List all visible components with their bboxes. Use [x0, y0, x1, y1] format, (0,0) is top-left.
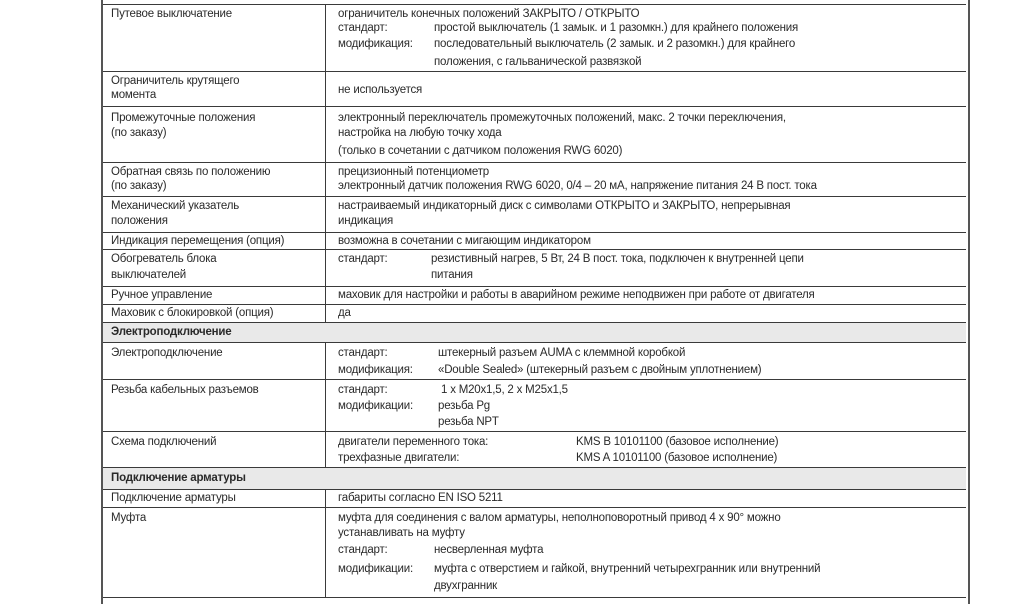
- label-cell: [103, 508, 326, 597]
- table-row: [103, 304, 966, 322]
- value-cell: [326, 197, 966, 232]
- table-row: [103, 379, 966, 431]
- value-key: модификация:: [338, 38, 413, 50]
- row-label: Электроподключение: [111, 347, 223, 359]
- value-text: габариты согласно EN ISO 5211: [338, 492, 503, 504]
- value-cell: [326, 72, 966, 106]
- value-text: настраиваемый индикаторный диск с символами ОТКРЫТО и ЗАКРЫТО, непрерывная: [338, 200, 791, 212]
- value-key: стандарт:: [338, 384, 388, 396]
- value-cell: [326, 305, 966, 322]
- row-label: выключателей: [111, 269, 187, 281]
- value-text: прецизионный потенциометр: [338, 166, 489, 178]
- label-cell: [103, 5, 326, 71]
- section-header: [103, 322, 966, 342]
- table-row: [103, 4, 966, 71]
- row-label: (по заказу): [111, 127, 167, 139]
- value-cell: [326, 163, 966, 196]
- row-label: Муфта: [111, 512, 147, 524]
- value-text: положения, с гальванической развязкой: [434, 56, 642, 68]
- value-cell: [326, 508, 966, 597]
- table-row: [103, 507, 966, 597]
- value-key: модификации:: [338, 563, 413, 575]
- row-label: (по заказу): [111, 180, 167, 192]
- value-text: «Double Sealed» (штекерный разъем с двойным уплотнением): [438, 364, 762, 376]
- label-cell: [103, 490, 326, 507]
- row-label: Подключение арматуры: [111, 492, 236, 504]
- value-text: электронный переключатель промежуточных положений, макс. 2 точки переключения,: [338, 112, 786, 124]
- value-cell: [326, 432, 966, 467]
- label-cell: [103, 233, 326, 249]
- value-text: 1 x M20x1,5, 2 x M25x1,5: [441, 384, 568, 396]
- value-text: да: [338, 307, 351, 319]
- value-text: маховик для настройки и работы в аварийном режиме неподвижен при работе от двигателя: [338, 289, 815, 301]
- value-text: электронный датчик положения RWG 6020, 0/4 – 20 мА, напряжение питания 24 В пост. тока: [338, 180, 817, 192]
- value-text: резьба NPT: [438, 416, 499, 428]
- value-text: последовательный выключатель (2 замык. и 2 разомкн.) для крайнего: [434, 38, 796, 50]
- value-text: (только в сочетании с датчиком положения RWG 6020): [338, 145, 623, 157]
- value-text: штекерный разъем AUMA с клеммной коробкой: [438, 347, 686, 359]
- value-text: KMS A 10101100 (базовое исполнение): [576, 452, 778, 464]
- value-text: ограничитель конечных положений ЗАКРЫТО / ОТКРЫТО: [338, 8, 640, 20]
- row-label: Ограничитель крутящего: [111, 75, 240, 87]
- value-cell: [326, 490, 966, 507]
- value-text: муфта с отверстием и гайкой, внутренний четырехгранник или внутренний: [434, 563, 821, 575]
- value-cell: [326, 107, 966, 162]
- row-label: Путевое выключатение: [111, 8, 232, 20]
- value-text: настройка на любую точку хода: [338, 127, 502, 139]
- row-label: Обогреватель блока: [111, 253, 217, 265]
- value-text: питания: [431, 269, 473, 281]
- section-title: Подключение арматуры: [111, 472, 246, 484]
- value-key: стандарт:: [338, 253, 388, 265]
- value-text: несверленная муфта: [434, 544, 544, 556]
- table-row: [103, 232, 966, 249]
- value-text: индикация: [338, 215, 394, 227]
- value-key: стандарт:: [338, 544, 388, 556]
- value-key: модификации:: [338, 400, 413, 412]
- label-cell: [103, 287, 326, 304]
- label-cell: [103, 107, 326, 162]
- value-key: модификация:: [338, 364, 413, 376]
- value-text: возможна в сочетании с мигающим индикатором: [338, 235, 591, 247]
- value-key: двигатели переменного тока:: [338, 436, 489, 448]
- row-label: момента: [111, 89, 157, 101]
- label-cell: [103, 163, 326, 196]
- row-label: Промежуточные положения: [111, 112, 256, 124]
- value-cell: [326, 233, 966, 249]
- table-row: [103, 249, 966, 286]
- row-label: положения: [111, 215, 168, 227]
- table-row: [103, 489, 966, 507]
- row-label: Ручное управление: [111, 289, 213, 301]
- value-key: стандарт:: [338, 22, 388, 34]
- table-row: [103, 71, 966, 106]
- table-row: [103, 196, 966, 232]
- value-text: двухгранник: [434, 580, 498, 592]
- value-text: устанавливать на муфту: [338, 527, 465, 539]
- value-cell: [326, 380, 966, 431]
- table-row: [103, 342, 966, 379]
- value-key: стандарт:: [338, 347, 388, 359]
- value-text: не используется: [338, 84, 423, 96]
- label-cell: [103, 380, 326, 431]
- section-header: [103, 467, 966, 489]
- table-row: [103, 286, 966, 304]
- section-title: Электроподключение: [111, 326, 232, 338]
- table-bottom-border: [103, 597, 966, 598]
- row-label: Маховик с блокировкой (опция): [111, 307, 274, 319]
- value-key: трехфазные двигатели:: [338, 452, 460, 464]
- value-text: KMS B 10101100 (базовое исполнение): [576, 436, 779, 448]
- row-label: Индикация перемещения (опция): [111, 235, 285, 247]
- label-cell: [103, 72, 326, 106]
- table-row: [103, 431, 966, 467]
- value-text: муфта для соединения с валом арматуры, неполноповоротный привод 4 x 90° можно: [338, 512, 781, 524]
- table-row: [103, 106, 966, 162]
- label-cell: [103, 432, 326, 467]
- table-row: [103, 162, 966, 196]
- label-cell: [103, 305, 326, 322]
- value-text: резьба Pg: [438, 400, 490, 412]
- value-cell: [326, 5, 966, 71]
- row-label: Резьба кабельных разъемов: [111, 384, 259, 396]
- value-text: простой выключатель (1 замык. и 1 разомкн.) для крайнего положения: [434, 22, 799, 34]
- label-cell: [103, 343, 326, 379]
- value-cell: [326, 343, 966, 379]
- value-text: резистивный нагрев, 5 Вт, 24 В пост. тока, подключен к внутренней цепи: [431, 253, 804, 265]
- value-cell: [326, 250, 966, 286]
- label-cell: [103, 197, 326, 232]
- row-label: Схема подключений: [111, 436, 217, 448]
- row-label: Механический указатель: [111, 200, 240, 212]
- label-cell: [103, 250, 326, 286]
- row-label: Обратная связь по положению: [111, 166, 271, 178]
- value-cell: [326, 287, 966, 304]
